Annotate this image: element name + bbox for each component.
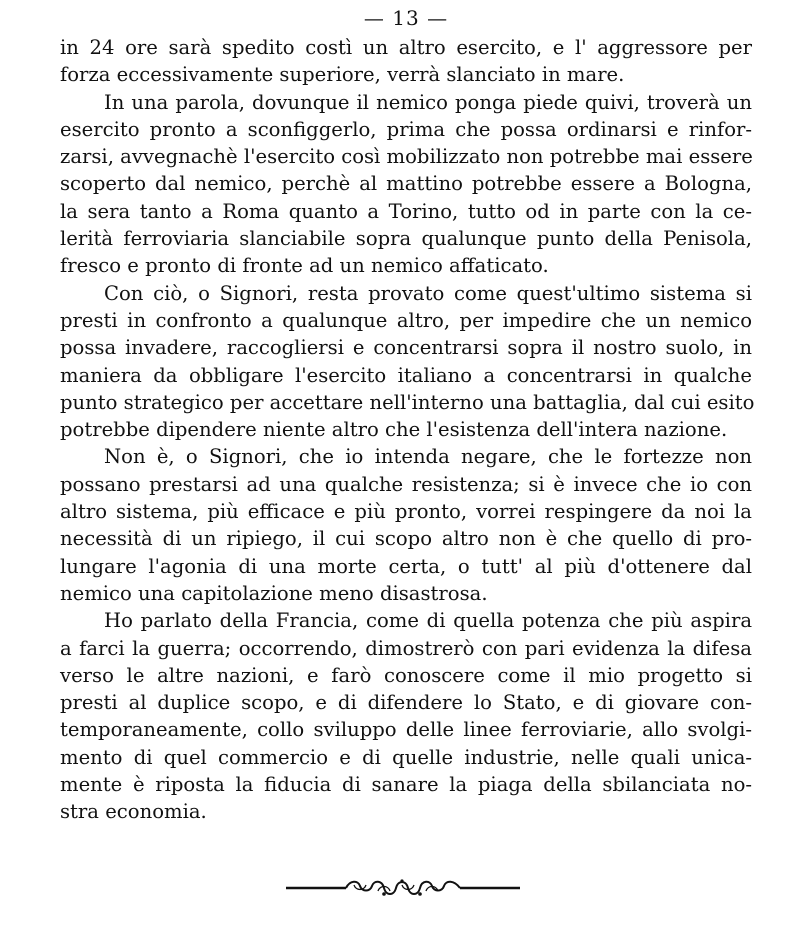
paragraph xyxy=(60,89,752,280)
decorative-scroll-ornament-icon xyxy=(284,876,522,900)
text-line: Con ciò, o Signori, resta provato come quest'ultimo sistema si xyxy=(104,281,752,305)
paragraph xyxy=(60,34,752,89)
text-line: la sera tanto a Roma quanto a Torino, tutto od in parte con la ce- xyxy=(60,199,752,223)
text-line: Non è, o Signori, che io intenda negare, che le fortezze non xyxy=(104,445,752,469)
paragraph xyxy=(60,280,755,444)
text-line: scoperto dal nemico, perchè al mattino potrebbe essere a Bologna, xyxy=(60,172,752,196)
text-line: altro sistema, più efficace e più pronto, vorrei respingere da noi la xyxy=(60,500,752,524)
text-line: zarsi, avvegnachè l'esercito così mobilizzato non potrebbe mai essere xyxy=(60,145,753,169)
text-line: forza eccessivamente superiore, verrà slanciato in mare. xyxy=(60,63,625,87)
text-line: presti in confronto a qualunque altro, per impedire che un nemico xyxy=(60,308,752,332)
text-line: punto strategico per accettare nell'interno una battaglia, dal cui esito xyxy=(60,390,755,414)
paragraph xyxy=(60,607,752,825)
text-line: possa invadere, raccogliersi e concentrarsi sopra il nostro suolo, in xyxy=(60,336,752,360)
page-number: — 13 — xyxy=(363,6,449,30)
text-line: lerità ferroviaria slanciabile sopra qualunque punto della Penisola, xyxy=(60,227,752,251)
text-line: temporaneamente, collo sviluppo delle linee ferroviarie, allo svolgi- xyxy=(60,718,752,742)
text-line: nemico una capitolazione meno disastrosa. xyxy=(60,581,488,605)
text-line: necessità di un ripiego, il cui scopo altro non è che quello di pro- xyxy=(60,527,752,551)
document-page xyxy=(60,6,755,826)
text-line: Ho parlato della Francia, come di quella potenza che più aspira xyxy=(104,609,752,633)
text-line: potrebbe dipendere niente altro che l'esistenza dell'intera nazione. xyxy=(60,418,728,442)
paragraph xyxy=(60,443,752,607)
text-line: mente è riposta la fiducia di sanare la piaga della sbilanciata no- xyxy=(60,773,752,797)
text-line: mento di quel commercio e di quelle industrie, nelle quali unica- xyxy=(60,745,752,769)
text-line: in 24 ore sarà spedito costì un altro esercito, e l' aggressore per xyxy=(60,36,752,59)
text-line: stra economia. xyxy=(60,800,207,824)
text-line: presti al duplice scopo, e di difendere lo Stato, e di giovare con- xyxy=(60,691,752,715)
text-line: In una parola, dovunque il nemico ponga piede quivi, troverà un xyxy=(104,90,752,114)
text-line: verso le altre nazioni, e farò conoscere come il mio progetto si xyxy=(60,663,752,687)
text-line: a farci la guerra; occorrendo, dimostrerò con pari evidenza la difesa xyxy=(60,636,752,660)
text-line: maniera da obbligare l'esercito italiano a concentrarsi in qualche xyxy=(60,363,752,387)
text-line: lungare l'agonia di una morte certa, o tutt' al più d'ottenere dal xyxy=(60,554,752,578)
text-line: possano prestarsi ad una qualche resistenza; si è invece che io con xyxy=(60,472,752,496)
text-line: fresco e pronto di fronte ad un nemico affaticato. xyxy=(60,254,549,278)
text-line: esercito pronto a sconfiggerlo, prima che possa ordinarsi e rinfor- xyxy=(60,117,752,141)
